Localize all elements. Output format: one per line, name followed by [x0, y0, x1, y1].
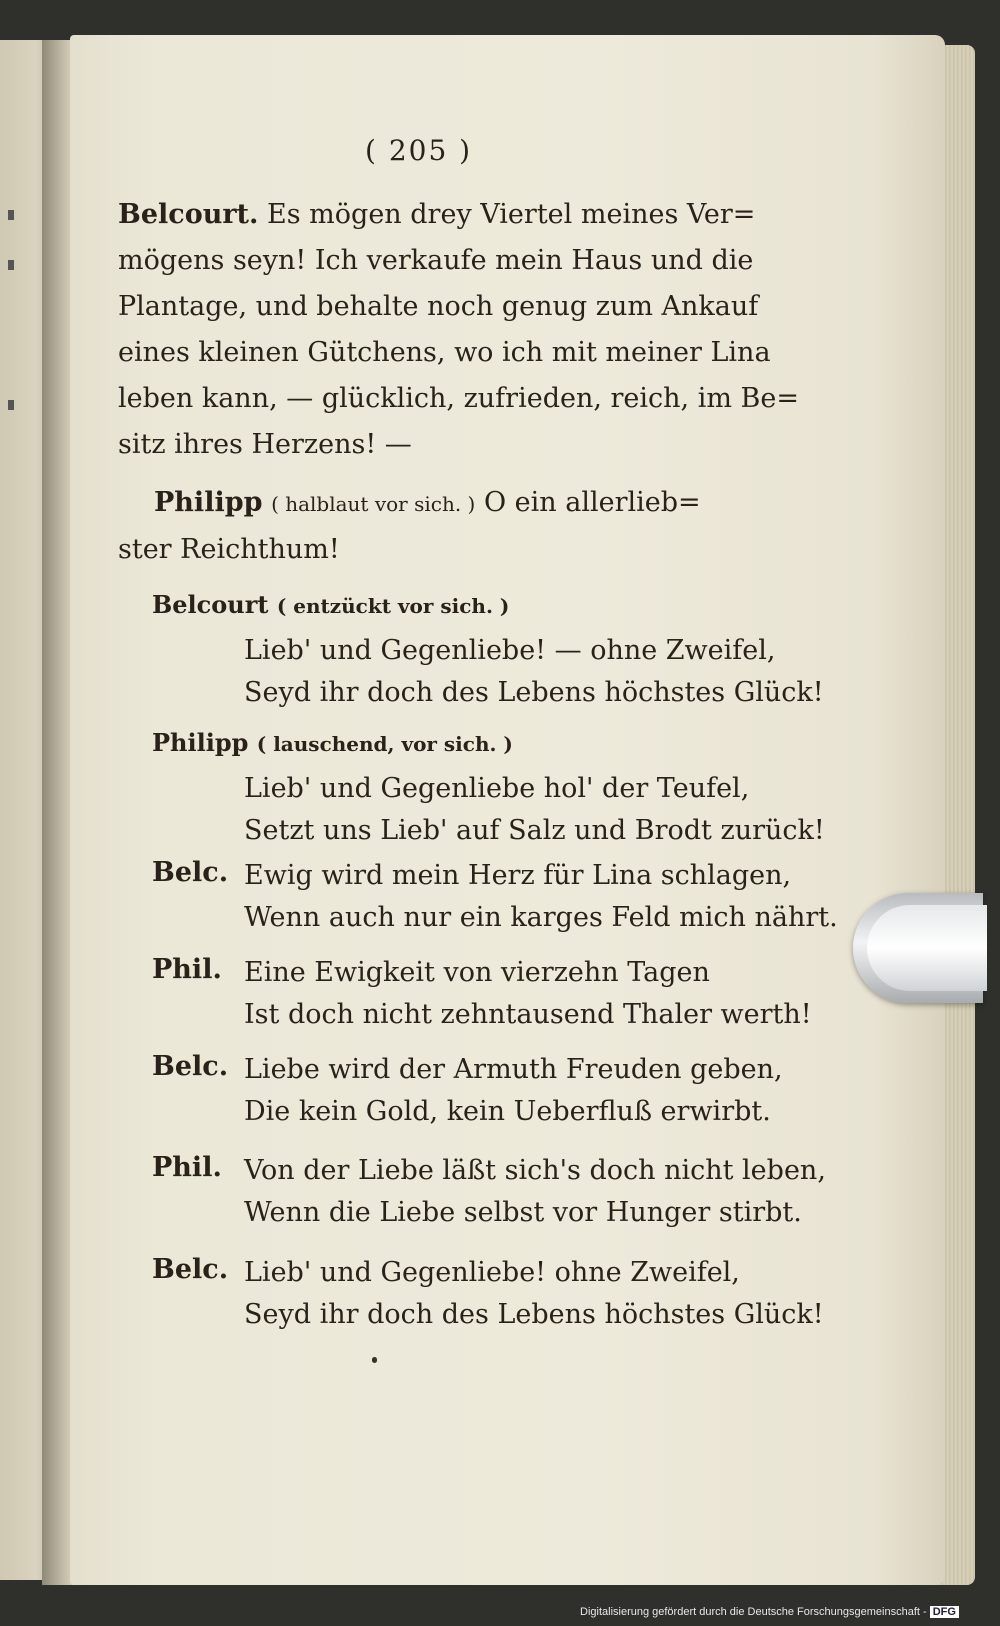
page-edge-mark — [8, 400, 14, 410]
speaker-name: Phil. — [152, 1152, 222, 1183]
verse-line: Eine Ewigkeit von vierzehn Tagen — [244, 957, 710, 988]
speaker-name: Belc. — [152, 857, 229, 888]
intro-paragraph — [118, 192, 799, 468]
song-stanza — [152, 950, 812, 1050]
text-line: ster Reichthum! — [118, 534, 340, 565]
verse-line: Lieb' und Gegenliebe hol' der Teufel, — [244, 773, 750, 804]
page-edge-mark — [8, 260, 14, 270]
song-stanza — [152, 1148, 826, 1248]
song-stanza — [152, 590, 824, 708]
song-stanza — [152, 1250, 824, 1350]
ink-speck — [372, 1357, 377, 1363]
philipp-aside — [118, 480, 790, 573]
text-line: leben kann, — glücklich, zufrieden, reich, im Be= — [118, 383, 799, 414]
page-edge-mark — [8, 210, 14, 220]
song-stanza — [152, 728, 825, 846]
speaker-name: Philipp — [154, 487, 263, 518]
page-number: ( 205 ) — [365, 134, 473, 167]
speaker-name: Phil. — [152, 954, 222, 985]
verse-line: Wenn die Liebe selbst vor Hunger stirbt. — [244, 1197, 802, 1228]
text-line: Es mögen drey Viertel meines Ver= — [267, 199, 756, 230]
speaker-name: Belcourt — [152, 590, 269, 619]
verse-line: Von der Liebe läßt sich's doch nicht leben, — [244, 1155, 826, 1186]
text-line: Plantage, und behalte noch genug zum Ankauf — [118, 291, 759, 322]
verse-line: Liebe wird der Armuth Freuden geben, — [244, 1054, 783, 1085]
digitization-credit — [580, 1606, 959, 1618]
credit-text: Digitalisierung gefördert durch die Deutsche Forschungsgemeinschaft - — [580, 1606, 927, 1618]
text-line: sitz ihres Herzens! — — [118, 429, 412, 460]
stage-direction: ( lauschend, vor sich. ) — [256, 732, 513, 756]
song-stanza — [152, 853, 838, 953]
page-clip-inner — [867, 905, 987, 991]
dfg-logo: DFG — [930, 1606, 959, 1618]
stage-direction: ( entzückt vor sich. ) — [276, 594, 510, 618]
verse-line: Ist doch nicht zehntausend Thaler werth! — [244, 999, 812, 1030]
speaker-name: Belc. — [152, 1051, 229, 1082]
speaker-name: Philipp — [152, 728, 249, 757]
verse-line: Seyd ihr doch des Lebens höchstes Glück! — [244, 677, 824, 708]
speaker-name: Belcourt. — [118, 199, 259, 230]
speaker-name: Belc. — [152, 1254, 229, 1285]
verse-line: Setzt uns Lieb' auf Salz und Brodt zurück! — [244, 815, 825, 846]
text-line: mögens seyn! Ich verkaufe mein Haus und die — [118, 245, 754, 276]
verse-line: Seyd ihr doch des Lebens höchstes Glück! — [244, 1299, 824, 1330]
text-line: O ein allerlieb= — [483, 487, 701, 518]
text-line: eines kleinen Gütchens, wo ich mit meiner Lina — [118, 337, 771, 368]
song-stanza — [152, 1047, 792, 1147]
stage-direction: ( halblaut vor sich. ) — [271, 492, 476, 516]
verse-line: Die kein Gold, kein Ueberfluß erwirbt. — [244, 1096, 771, 1127]
verse-line: Wenn auch nur ein karges Feld mich nährt. — [244, 902, 838, 933]
verse-line: Ewig wird mein Herz für Lina schlagen, — [244, 860, 792, 891]
verse-line: Lieb' und Gegenliebe! ohne Zweifel, — [244, 1257, 740, 1288]
verse-line: Lieb' und Gegenliebe! — ohne Zweifel, — [244, 635, 776, 666]
